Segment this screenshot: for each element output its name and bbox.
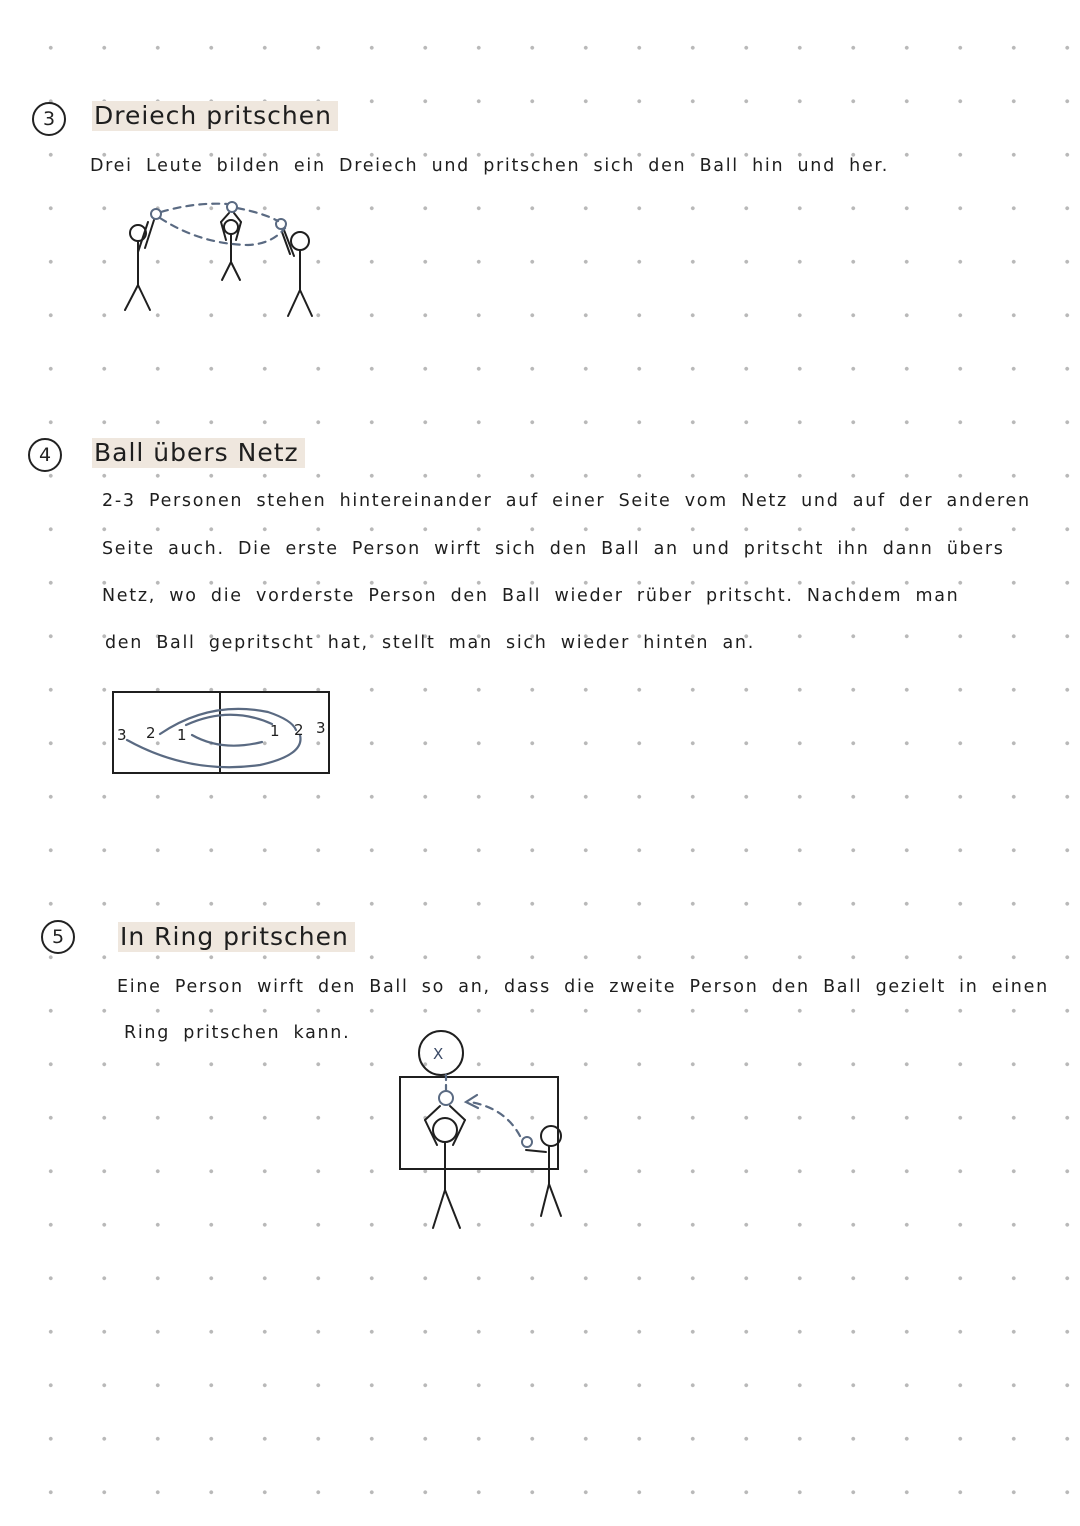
section-text-line: Ring pritschen kann. — [124, 1023, 351, 1043]
diagram-label: 1 — [177, 726, 187, 744]
section-title: In Ring pritschen — [118, 922, 355, 952]
diagram-label: 2 — [294, 721, 304, 739]
section-text-line: den Ball gepritscht hat, stellt man sich wieder hinten an. — [105, 633, 755, 653]
diagram-label: 1 — [270, 722, 280, 740]
section-number: 5 — [41, 920, 75, 954]
section-text-line: Eine Person wirft den Ball so an, dass die zweite Person den Ball gezielt in einen — [117, 977, 1049, 997]
section-title: Dreiech pritschen — [92, 101, 338, 131]
section-number: 4 — [28, 438, 62, 472]
section-text-line: Seite auch. Die erste Person wirft sich den Ball an und pritscht ihn dann übers — [102, 539, 1005, 559]
diagram-label: 3 — [316, 719, 326, 737]
section-title: Ball übers Netz — [92, 438, 305, 468]
section-text: Drei Leute bilden ein Dreiech und pritschen sich den Ball hin und her. — [90, 156, 889, 176]
diagram-label: 3 — [117, 726, 127, 744]
section-number: 3 — [32, 102, 66, 136]
ring — [419, 1031, 463, 1075]
section-text-line: Netz, wo die vorderste Person den Ball wieder rüber pritscht. Nachdem man — [102, 586, 960, 606]
board — [400, 1077, 558, 1169]
ring-mark: X — [433, 1045, 444, 1063]
section-text-line: 2-3 Personen stehen hintereinander auf einer Seite vom Netz und auf der anderen — [102, 491, 1031, 511]
diagram-label: 2 — [146, 724, 156, 742]
court-outline — [113, 692, 329, 773]
